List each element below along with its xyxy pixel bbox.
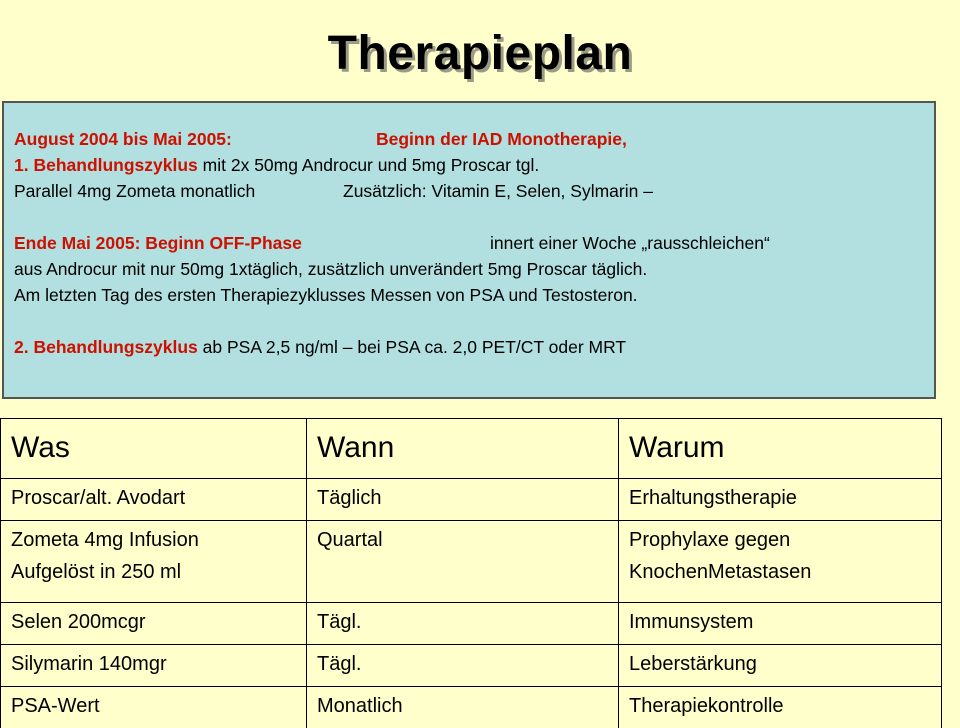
cell-wann: Täglich bbox=[307, 479, 619, 521]
cell-was-line-1: Zometa 4mg Infusion bbox=[11, 524, 298, 556]
cell-warum-line-1: Prophylaxe gegen bbox=[629, 524, 933, 556]
table-row bbox=[1, 687, 942, 728]
slide-title: Therapieplan bbox=[0, 26, 960, 81]
table-header-row bbox=[1, 419, 942, 479]
cell-wann: Tägl. bbox=[307, 645, 619, 687]
info-line-2 bbox=[14, 152, 934, 178]
cell-was bbox=[1, 521, 307, 603]
cell-warum: Leberstärkung bbox=[619, 645, 942, 687]
cell-warum bbox=[619, 521, 942, 603]
period-label: August 2004 bis Mai 2005: bbox=[14, 126, 376, 152]
zometa-text: Parallel 4mg Zometa monatlich bbox=[14, 178, 343, 204]
table-row bbox=[1, 603, 942, 645]
table-row bbox=[1, 645, 942, 687]
cycle-2-text: ab PSA 2,5 ng/ml – bei PSA ca. 2,0 PET/CT oder MRT bbox=[198, 337, 626, 357]
info-line-4 bbox=[14, 230, 934, 256]
cell-wann: Monatlich bbox=[307, 687, 619, 728]
info-box bbox=[2, 101, 936, 399]
header-was: Was bbox=[1, 419, 307, 479]
info-line-1 bbox=[14, 126, 934, 152]
table-row bbox=[1, 521, 942, 603]
cell-warum-line-2: KnochenMetastasen bbox=[629, 556, 933, 588]
cell-was: PSA-Wert bbox=[1, 687, 307, 728]
cell-was-line-2: Aufgelöst in 250 ml bbox=[11, 556, 298, 588]
therapy-start-label: Beginn der IAD Monotherapie, bbox=[376, 129, 627, 149]
cell-warum: Therapiekontrolle bbox=[619, 687, 942, 728]
cell-wann: Tägl. bbox=[307, 603, 619, 645]
info-line-7 bbox=[14, 334, 934, 360]
cell-was: Silymarin 140mgr bbox=[1, 645, 307, 687]
cell-was: Proscar/alt. Avodart bbox=[1, 479, 307, 521]
cycle-1-label: 1. Behandlungszyklus bbox=[14, 155, 198, 175]
cell-warum: Erhaltungstherapie bbox=[619, 479, 942, 521]
off-phase-label: Ende Mai 2005: Beginn OFF-Phase bbox=[14, 230, 490, 256]
off-phase-text: innert einer Woche „rausschleichen“ bbox=[490, 233, 770, 253]
info-line-3 bbox=[14, 178, 934, 204]
header-warum: Warum bbox=[619, 419, 942, 479]
cell-wann: Quartal bbox=[307, 521, 619, 603]
supplements-text: Zusätzlich: Vitamin E, Selen, Sylmarin – bbox=[343, 181, 653, 201]
therapy-table bbox=[0, 418, 942, 728]
header-wann: Wann bbox=[307, 419, 619, 479]
info-line-5: aus Androcur mit nur 50mg 1xtäglich, zusätzlich unverändert 5mg Proscar täglich. bbox=[14, 256, 934, 282]
table-row bbox=[1, 479, 942, 521]
spacer bbox=[14, 204, 934, 230]
cycle-1-text: mit 2x 50mg Androcur und 5mg Proscar tgl. bbox=[198, 155, 539, 175]
cell-warum: Immunsystem bbox=[619, 603, 942, 645]
info-line-6: Am letzten Tag des ersten Therapiezyklusses Messen von PSA und Testosteron. bbox=[14, 282, 934, 308]
cycle-2-label: 2. Behandlungszyklus bbox=[14, 337, 198, 357]
spacer bbox=[14, 308, 934, 334]
cell-was: Selen 200mcgr bbox=[1, 603, 307, 645]
